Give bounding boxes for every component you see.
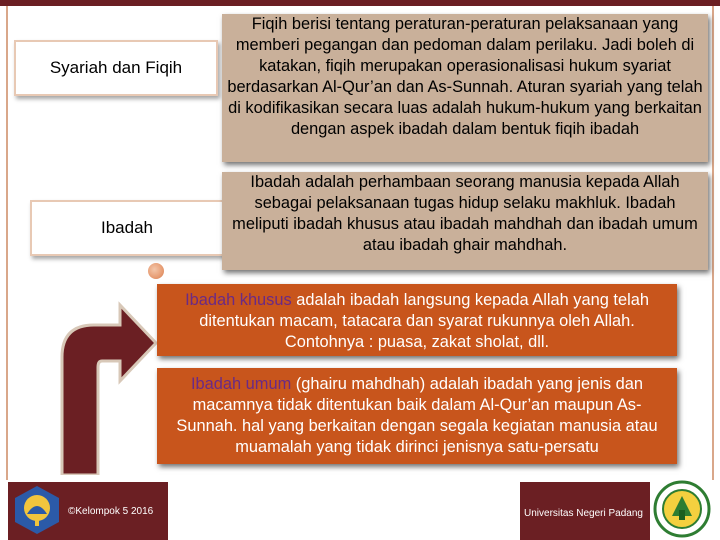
ibadah-khusus-term: Ibadah khusus bbox=[185, 291, 292, 309]
ibadah-description-text: Ibadah adalah perhambaan seorang manusia kepada Allah sebagai pelaksanaan tugas hidup selaku makhluk. Ibadah meliputi ibadah khusus atau ibadah mahdhah dan ibadah umum atau ibadah ghair mahdhah. bbox=[232, 173, 698, 254]
fiqih-description-text: Fiqih berisi tentang peraturan-peraturan pelaksanaan yang memberi pegangan dan pedoman dalam perilaku. Jadi boleh di katakan, fiqih merupakan operasionalisasi hukum syariat berdasarkan Al-Qur’an dan As-Sunnah. Aturan syariah yang telah di kodifikasikan secara luas adalah hukum-hukum yang berkaitan dengan aspek ibadah dalam bentuk fiqih ibadah bbox=[227, 15, 703, 138]
label-ibadah-text: Ibadah bbox=[101, 218, 153, 237]
right-border-line bbox=[712, 6, 714, 484]
ibadah-khusus-text: adalah ibadah langsung kepada Allah yang telah ditentukan macam, tatacara dan syarat rukunnya oleh Allah. Contohnya : puasa, zakat sholat, dll. bbox=[199, 291, 649, 351]
ibadah-umum-box bbox=[157, 368, 677, 464]
ibadah-description-box bbox=[222, 172, 708, 270]
top-accent-bar bbox=[0, 0, 720, 6]
arrow-icon bbox=[50, 275, 160, 475]
footer-university-text: Universitas Negeri Padang bbox=[524, 508, 643, 519]
label-syariah-fiqih-text: Syariah dan Fiqih bbox=[49, 58, 183, 77]
label-ibadah bbox=[30, 200, 224, 256]
footer-group-text: ©Kelompok 5 2016 bbox=[68, 506, 154, 517]
left-border-line bbox=[6, 6, 8, 484]
tut-wuri-logo bbox=[12, 484, 62, 536]
label-syariah-fiqih bbox=[14, 40, 218, 96]
ibadah-khusus-box bbox=[157, 284, 677, 356]
fiqih-description-box bbox=[222, 14, 708, 162]
ibadah-umum-text: (ghairu mahdhah) adalah ibadah yang jenis dan macamnya tidak ditentukan baik dalam Al-Qur’an maupun As-Sunnah. hal yang berkaitan dengan segala kegiatan manusia atau muamalah yang tidak dirinci jenisnya satu-persatu bbox=[176, 375, 658, 456]
unp-logo bbox=[652, 480, 712, 538]
ibadah-umum-term: Ibadah umum bbox=[191, 375, 292, 393]
